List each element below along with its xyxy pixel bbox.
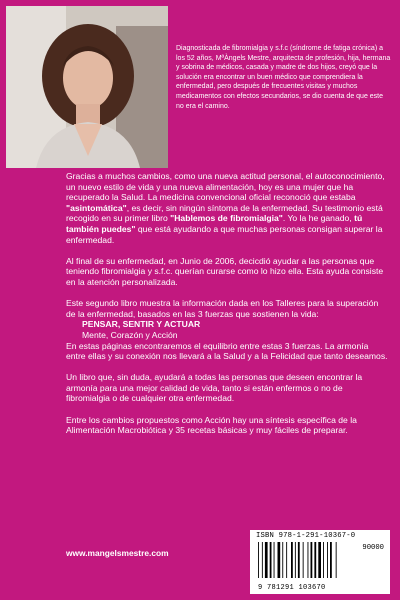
p3-forces-subtitle: Mente, Corazón y Acción	[82, 329, 178, 340]
author-bio: Diagnosticada de fibromialgia y s.f.c (síndrome de fatiga crónica) a los 52 años, MªÀngels Mestre, arquitecta de profesión, hija, hermana y sobrina de médicos, casada y madre de dos hijos, creyó que la solución era encontrar un buen médico que comprendiera la enfermedad, pero después de frecuentes visitas y muchos medicamentos con efectos secundarios, se dio cuenta de que este no era el camino.	[176, 45, 391, 110]
back-cover-text	[66, 171, 388, 446]
p1-bold-tu-tambien: tú también puedes"	[66, 213, 363, 234]
p3-intro: Este segundo libro muestra la información dada en los Talleres para la superación de la enfermedad, basados en las 3 fuerzas que sostienen la vida:	[66, 298, 379, 319]
price-code: 90000	[362, 544, 384, 552]
p1-text-e: . Yo la he ganado,	[282, 213, 355, 224]
paragraph-1	[66, 171, 388, 245]
p1-bold-asintomatica: "asintomática"	[66, 202, 127, 213]
paragraph-4: Un libro que, sin duda, ayudará a todas las personas que deseen encontrar la armonía para una mejor calidad de vida, tanto si están enfermos o no de fibromialgia o de cualquier otra enfermedad.	[66, 372, 363, 404]
p1-bold-book-title: "Hablemos de fibromialgia"	[170, 213, 283, 224]
paragraph-5: Entre los cambios propuestos como Acción hay una síntesis específica de la Alimentación Macrobiótica y 35 recetas básicas y muy fáciles de preparar.	[66, 414, 357, 436]
barcode-number: 9 781291 103670	[258, 584, 326, 592]
barcode-bars	[256, 542, 356, 582]
isbn-barcode	[250, 530, 390, 594]
p3-three-forces: PENSAR, SENTIR Y ACTUAR	[82, 319, 201, 330]
author-photo	[6, 6, 168, 168]
paragraph-2: Al final de su enfermedad, en Junio de 2006, decicdió ayudar a las personas que teniendo fibromialgia y s.f.c. querían curarse como lo hizo ella. Esta ayuda consiste en la atención personalizada.	[66, 255, 384, 287]
website-url: www.mangelsmestre.com	[66, 548, 169, 558]
author-portrait-image	[6, 6, 168, 168]
paragraph-3	[66, 298, 388, 362]
p1-text-c: , es decir, sin ningún síntoma de la enfermedad. Su testimonio está recogido en su primer libro	[66, 202, 383, 224]
p3-rest: En estas páginas encontraremos el equilibrio entre estas 3 fuerzas. La armonía entre ellas y su conexión nos llevará a la Salud y a la Felicidad que tanto deseamos.	[66, 340, 388, 362]
isbn-text: ISBN 978-1-291-10367-0	[256, 532, 356, 540]
p1-text-g: que está ayudando a que muchas personas consigan superar la enfermedad.	[66, 223, 383, 245]
p1-text-a: Gracias a muchos cambios, como una nueva actitud personal, el autoconocimiento, un nuevo estilo de vida y una nueva alimentación, hoy es una mujer que ha recuperado la Salud. La medicina convencional oficial reconoció que estaba	[66, 171, 385, 203]
